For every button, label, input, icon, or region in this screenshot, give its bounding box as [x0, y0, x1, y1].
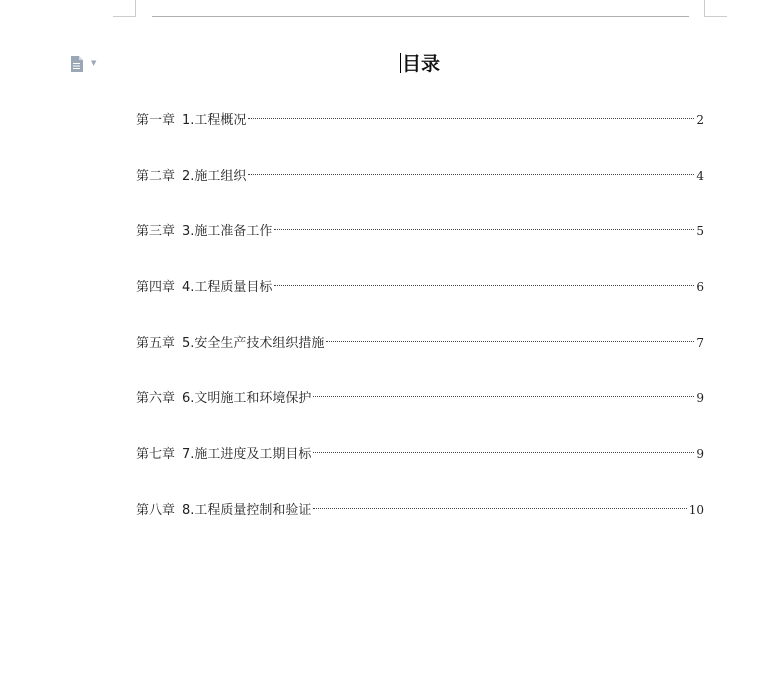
toc-page-number: 6: [696, 280, 704, 295]
toc-dot-leader: [313, 396, 694, 397]
toc-dot-leader: [248, 174, 694, 175]
toc-chapter: 第五章: [136, 335, 176, 351]
toc-page-number: 2: [696, 113, 704, 127]
toc-chapter: 第一章: [136, 113, 176, 128]
toc-dot-leader: [248, 118, 694, 119]
toc-heading[interactable]: 1.工程概况: [182, 113, 247, 128]
toc-dot-leader: [274, 285, 694, 286]
toc-heading[interactable]: 2.施工组织: [182, 168, 247, 184]
toc-heading[interactable]: 4.工程质量目标: [182, 280, 273, 296]
crop-mark-top-right: [704, 0, 727, 17]
toc-chapter: 第六章: [136, 391, 176, 407]
toc-entry[interactable]: [136, 442, 704, 498]
toc-entry[interactable]: [136, 108, 704, 164]
toc-page-number: 5: [696, 224, 704, 239]
toc-page-number: 9: [696, 447, 704, 462]
toc-heading[interactable]: 7.施工进度及工期目标: [182, 447, 312, 463]
text-cursor: [400, 53, 401, 73]
toc-entry[interactable]: [136, 219, 704, 275]
toc-entry[interactable]: [136, 331, 704, 387]
toc-dot-leader: [274, 229, 694, 230]
toc-title: 目录: [401, 53, 440, 75]
toc-list: [136, 108, 704, 554]
crop-mark-top-left: [113, 0, 136, 17]
toc-page-number: 10: [688, 502, 704, 517]
toc-page-number: 7: [696, 335, 704, 350]
dropdown-caret-icon[interactable]: ▼: [91, 59, 97, 67]
toc-chapter: 第四章: [136, 280, 176, 296]
toc-heading[interactable]: 3.施工准备工作: [182, 224, 273, 240]
header-rule: [152, 16, 689, 17]
toc-chapter: 第八章: [136, 502, 176, 518]
toc-entry[interactable]: [136, 498, 704, 554]
toc-dot-leader: [313, 452, 694, 453]
toc-heading[interactable]: 8.工程质量控制和验证: [182, 502, 312, 518]
toc-chapter: 第三章: [136, 224, 176, 240]
toc-chapter: 第二章: [136, 168, 176, 184]
toc-page-number: 9: [696, 391, 704, 406]
toc-entry[interactable]: [136, 275, 704, 331]
toc-page-number: 4: [696, 168, 704, 183]
toc-chapter: 第七章: [136, 447, 176, 463]
toc-entry[interactable]: [136, 164, 704, 220]
toc-dot-leader: [313, 508, 686, 509]
toc-title-line: [0, 50, 778, 78]
toc-entry[interactable]: [136, 386, 704, 442]
toc-heading[interactable]: 6.文明施工和环境保护: [182, 391, 312, 407]
toc-heading[interactable]: 5.安全生产技术组织措施: [182, 335, 325, 351]
toc-dot-leader: [326, 341, 694, 342]
